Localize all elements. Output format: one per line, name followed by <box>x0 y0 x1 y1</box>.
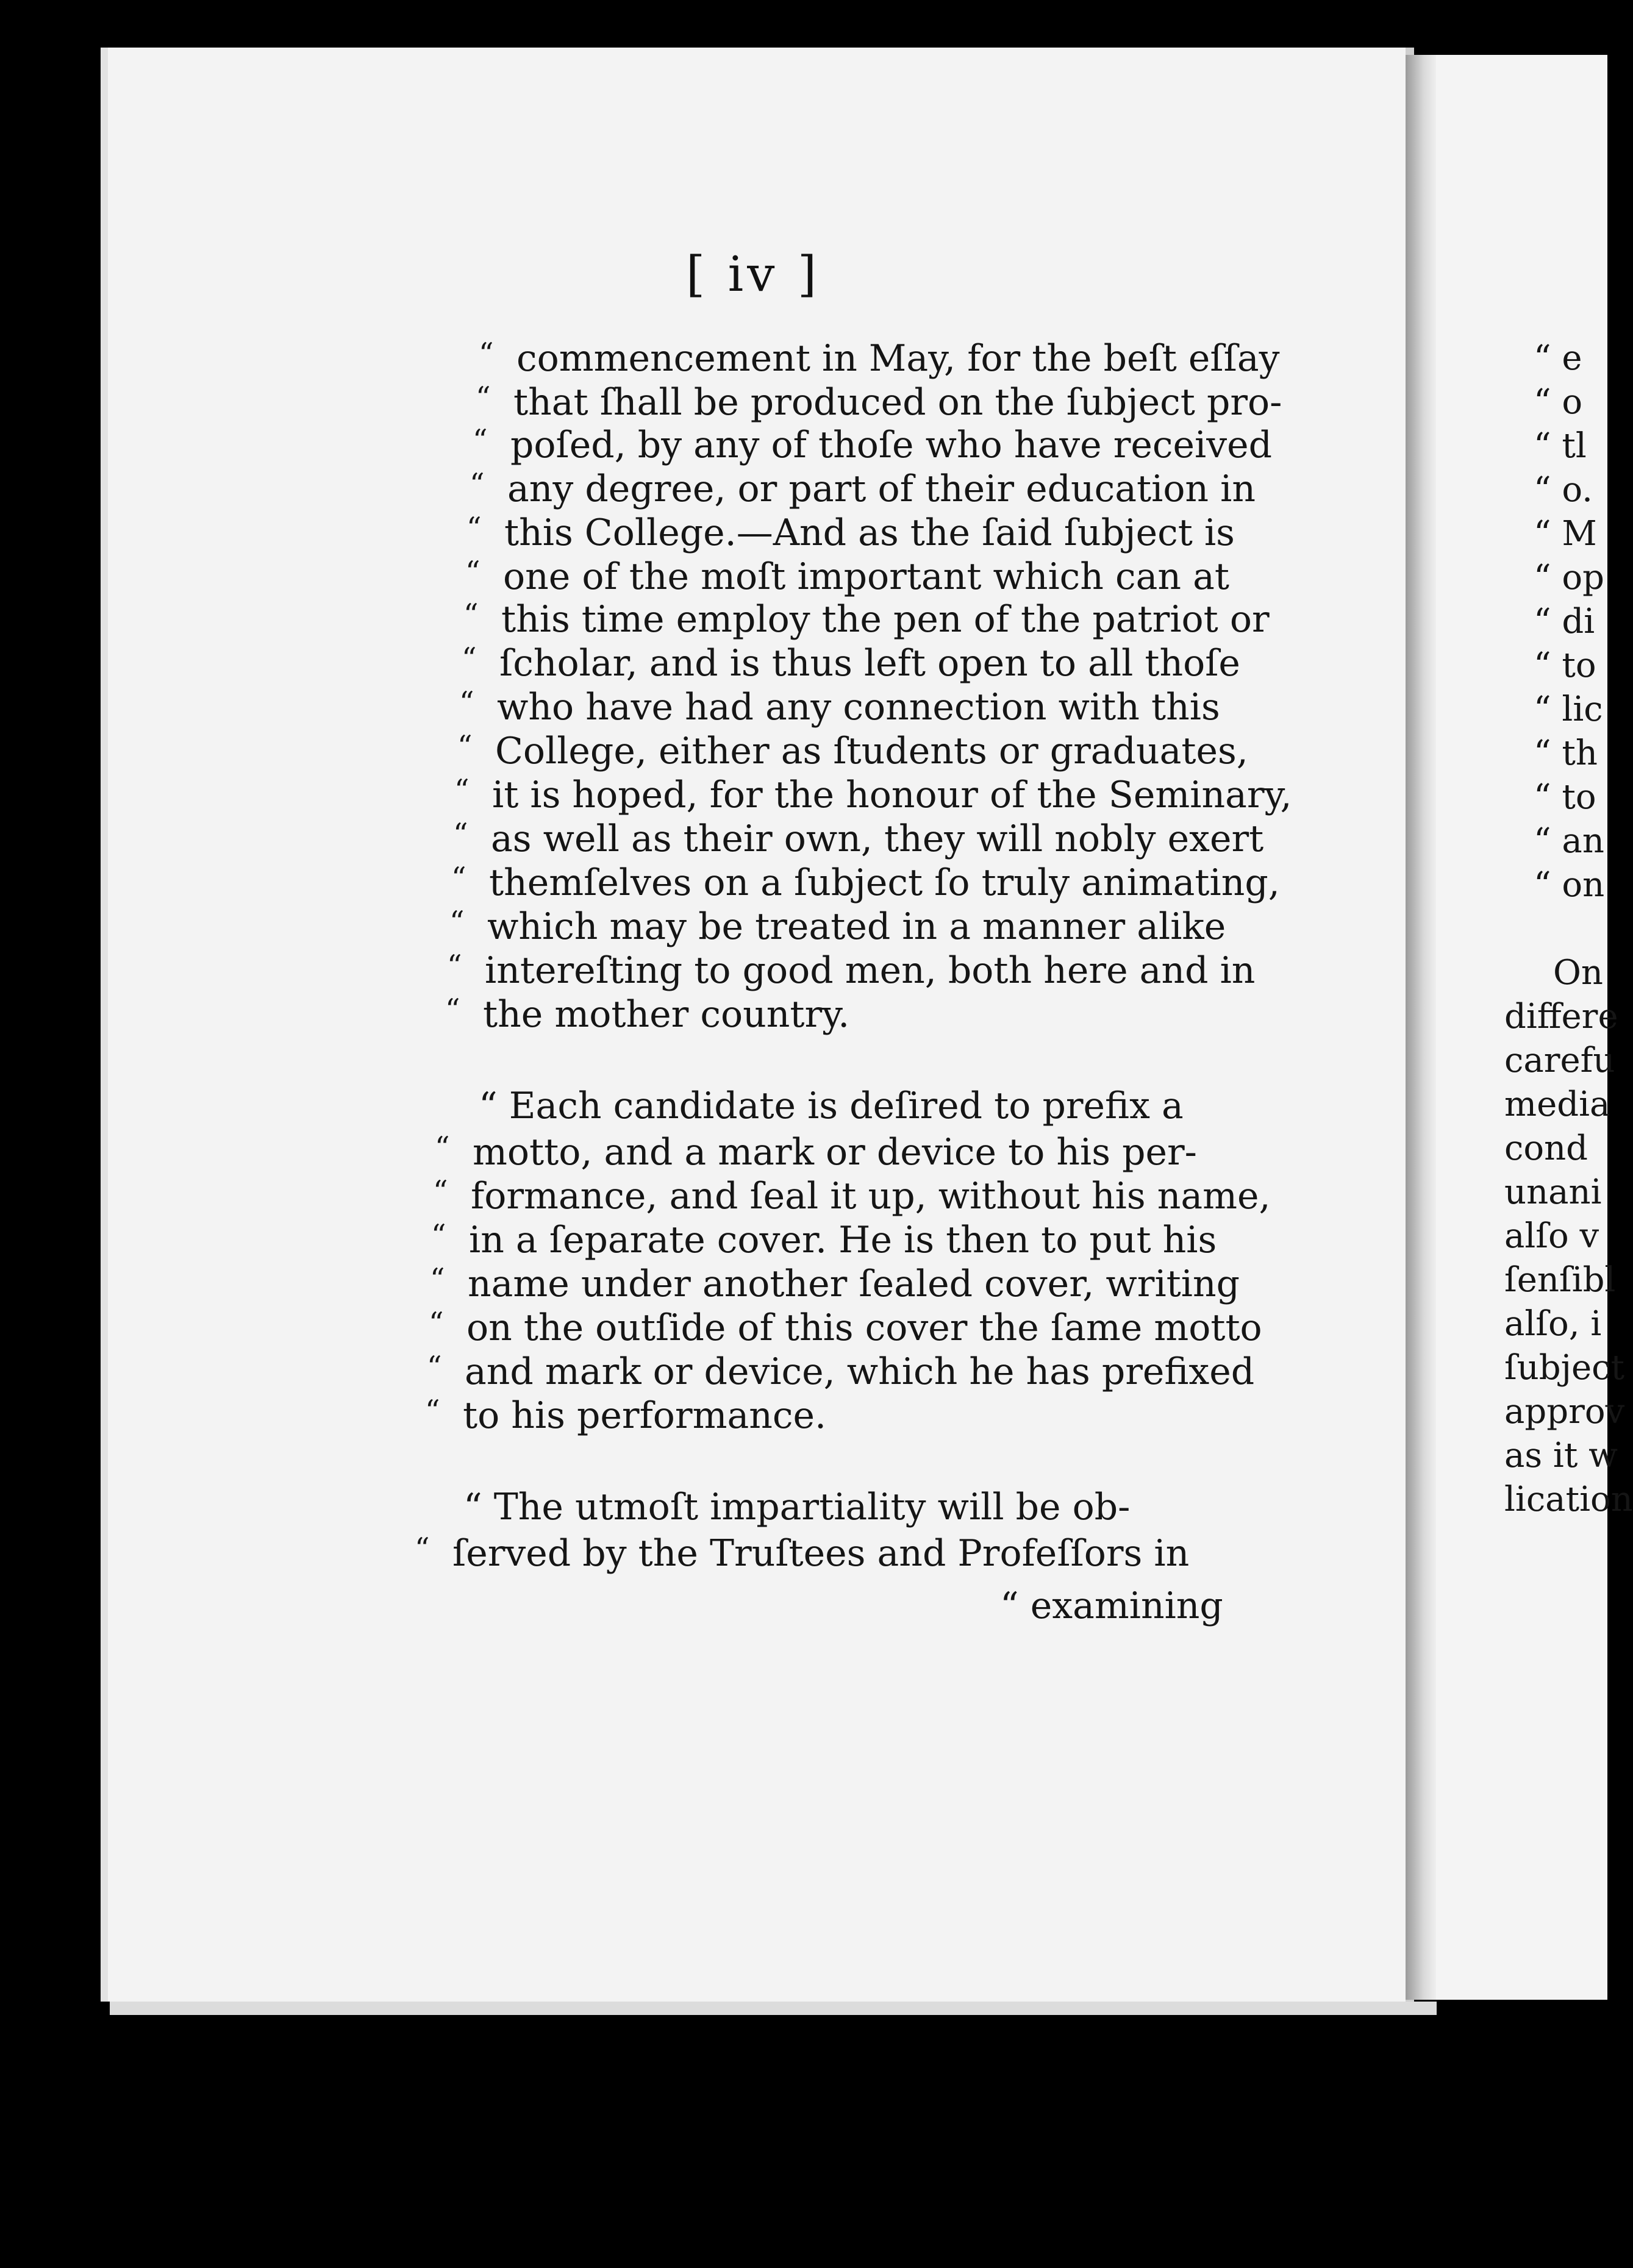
text-line: “ as well as their own, they will nobly exert <box>453 817 1264 860</box>
facing-text-line: “ an <box>1534 821 1604 861</box>
text-line: “ this College.—And as the ſaid ſubject is <box>466 511 1235 554</box>
facing-text-line: “ to <box>1534 777 1596 817</box>
quote-mark: “ <box>431 1218 446 1252</box>
facing-text-line: carefu <box>1504 1041 1615 1080</box>
book-gutter <box>1406 55 1436 2000</box>
text-line: “ College, either as ſtudents or graduates, <box>457 729 1248 772</box>
quote-mark: “ <box>430 1262 445 1296</box>
page-number: [ iv ] <box>685 246 821 302</box>
facing-text-line: ſubject <box>1504 1348 1625 1388</box>
quote-mark: “ <box>462 641 477 676</box>
quote-mark: “ <box>445 993 460 1027</box>
text-line: “ one of the moſt important which can at <box>465 555 1229 598</box>
quote-mark: “ <box>451 861 466 895</box>
facing-text-line: “ M <box>1534 514 1597 554</box>
quote-mark: “ <box>415 1532 430 1566</box>
text-line: “ which may be treated in a manner alike <box>449 905 1226 948</box>
quote-mark: “ <box>429 1306 444 1340</box>
quote-mark: “ <box>465 555 481 589</box>
facing-text-line: lication <box>1504 1480 1633 1519</box>
quote-mark: “ <box>457 729 473 763</box>
text-line: “ on the outſide of this cover the ſame motto <box>429 1306 1262 1349</box>
text-line: “ intereſting to good men, both here and in <box>447 949 1256 992</box>
quote-mark: “ <box>466 511 482 545</box>
quote-mark: “ <box>449 905 465 939</box>
text-line: “ formance, and ſeal it up, without his name, <box>433 1174 1271 1218</box>
quote-mark: “ <box>470 467 485 501</box>
text-line: “ ſcholar, and is thus left open to all thoſe <box>462 641 1240 685</box>
facing-text-line: “ o <box>1534 382 1583 422</box>
text-line: “ the mother country. <box>445 993 850 1036</box>
facing-text-line: “ on <box>1534 865 1605 905</box>
facing-text-line: approv <box>1504 1392 1625 1432</box>
text-line: “ and mark or device, which he has prefixed <box>427 1350 1255 1393</box>
facing-text-line: “ op <box>1534 558 1604 597</box>
facing-text-line: On <box>1553 953 1603 993</box>
quote-mark: “ <box>459 685 474 719</box>
facing-text-line: cond <box>1504 1129 1588 1168</box>
facing-text-line: “ to <box>1534 646 1596 685</box>
text-line: “ themſelves on a ſubject ſo truly animating, <box>451 861 1280 904</box>
text-line: “ it is hoped, for the honour of the Seminary, <box>454 773 1292 816</box>
text-line: “ motto, and a mark or device to his per- <box>435 1130 1197 1174</box>
text-line: “ name under another ſealed cover, writing <box>430 1262 1240 1305</box>
facing-text-line: alſo v <box>1504 1216 1599 1256</box>
facing-text-line: differe <box>1504 997 1618 1036</box>
text-line: “ in a ſeparate cover. He is then to put his <box>431 1218 1217 1261</box>
facing-text-line: ſenſibl <box>1504 1260 1616 1300</box>
text-line: “ this time employ the pen of the patriot or <box>463 597 1270 641</box>
quote-mark: “ <box>453 817 468 851</box>
facing-text-line: “ th <box>1534 733 1598 773</box>
quote-mark: “ <box>463 597 479 632</box>
text-line: “ The utmoſt impartiality will be ob- <box>463 1486 1131 1528</box>
facing-text-line: as it w <box>1504 1436 1618 1475</box>
text-line: “ commencement in May, for the beſt eſſay <box>479 337 1280 380</box>
text-line: “ who have had any connection with this <box>459 685 1220 729</box>
catchword: “ examining <box>1000 1585 1223 1627</box>
quote-mark: “ <box>454 773 470 807</box>
text-line: “ poſed, by any of thoſe who have received <box>473 423 1273 466</box>
text-line: “ any degree, or part of their education in <box>470 467 1256 510</box>
facing-text-line: media <box>1504 1085 1610 1124</box>
facing-text-line: “ lic <box>1534 690 1603 729</box>
quote-mark: “ <box>425 1394 440 1428</box>
text-line: “ to his performance. <box>425 1394 827 1437</box>
quote-mark: “ <box>447 949 462 983</box>
book-page-right <box>1436 55 1633 2000</box>
facing-text-line: alſo, i <box>1504 1304 1602 1344</box>
quote-mark: “ <box>427 1350 442 1384</box>
facing-text-line: “ e <box>1534 338 1582 378</box>
facing-text-line: “ tl <box>1534 426 1587 466</box>
quote-mark: “ <box>433 1174 448 1208</box>
quote-mark: “ <box>435 1130 450 1164</box>
facing-text-line: unani <box>1504 1172 1602 1212</box>
text-line: “ Each candidate is deſired to prefix a <box>479 1085 1184 1127</box>
quote-mark: “ <box>476 380 491 415</box>
facing-text-line: “ o. <box>1534 470 1593 510</box>
facing-text-line: “ di <box>1534 602 1595 641</box>
book-page-left <box>101 48 1414 2002</box>
text-line: “ that ſhall be produced on the ſubject pro- <box>476 380 1282 424</box>
quote-mark: “ <box>473 423 488 457</box>
text-line: “ ſerved by the Truſtees and Profeſſors in <box>415 1532 1190 1575</box>
page-bottom-edge <box>110 2002 1437 2015</box>
quote-mark: “ <box>479 337 494 371</box>
